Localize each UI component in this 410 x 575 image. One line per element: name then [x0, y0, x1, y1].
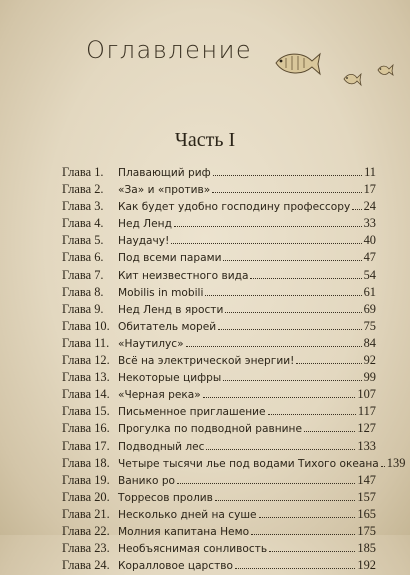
leader-dots [269, 551, 355, 552]
toc-entry [62, 420, 376, 437]
chapter-title: Всё на электрической энергии! [118, 355, 295, 368]
page-number: 17 [363, 182, 376, 197]
toc-entry [62, 249, 376, 266]
page-number: 127 [357, 421, 376, 436]
chapter-number: Глава 14. [62, 387, 110, 402]
leader-dots [235, 568, 355, 569]
chapter-number: Глава 21. [62, 506, 110, 521]
chapter-title: «Наутилус» [118, 337, 184, 350]
chapter-title: Ванико ро [118, 474, 176, 487]
toc-entry [62, 386, 376, 403]
page-number: 75 [363, 318, 376, 333]
chapter-number: Глава 12. [62, 353, 110, 368]
chapter-title: Как будет удобно господину профессору [118, 201, 351, 214]
chapter-title: Mobilis in mobili [118, 286, 204, 299]
toc-entry [62, 215, 376, 232]
page-number: 84 [363, 335, 376, 350]
chapter-number: Глава 24. [62, 558, 110, 573]
chapter-number: Глава 8. [62, 284, 104, 299]
leader-dots [223, 260, 361, 261]
toc-entry [62, 489, 376, 506]
chapter-number: Глава 16. [62, 421, 110, 436]
chapter-title: Подводный лес [118, 440, 205, 453]
leader-dots [206, 449, 355, 450]
chapter-title: «Черная река» [118, 389, 201, 402]
toc-entry [62, 232, 376, 249]
page-number: 139 [386, 455, 406, 470]
table-of-contents [62, 164, 406, 574]
toc-entry [62, 198, 376, 215]
toc-entry [62, 540, 376, 557]
chapter-title: Кит неизвестного вида [118, 269, 249, 282]
page-number: 40 [363, 233, 376, 248]
leader-dots [171, 243, 361, 244]
chapter-number: Глава 15. [62, 404, 110, 419]
leader-dots [381, 466, 385, 467]
page-number: 192 [357, 558, 376, 573]
chapter-number: Глава 5. [62, 233, 104, 248]
chapter-title: Письменное приглашение [118, 406, 266, 419]
chapter-title: Под всеми парами [118, 252, 222, 265]
chapter-title: Торресов пролив [118, 491, 213, 504]
page-number: 61 [363, 284, 376, 299]
toc-entry [62, 506, 376, 523]
page-number: 185 [357, 541, 376, 556]
leader-dots [215, 500, 356, 501]
toc-entry [62, 301, 376, 318]
toc-entry [62, 335, 376, 352]
page-number: 107 [357, 387, 376, 402]
leader-dots [174, 226, 362, 227]
toc-entry [62, 267, 376, 284]
toc-entry [62, 369, 376, 386]
page-number: 92 [363, 353, 376, 368]
chapter-title: Молния капитана Немо [118, 525, 250, 538]
page-number: 33 [363, 216, 376, 231]
chapter-number: Глава 13. [62, 370, 110, 385]
page-number: 147 [357, 472, 376, 487]
toc-entry [62, 472, 376, 489]
leader-dots [352, 209, 361, 210]
chapter-number: Глава 9. [62, 301, 104, 316]
leader-dots [268, 414, 356, 415]
toc-entry [62, 455, 406, 472]
part-heading: Часть I [174, 129, 236, 151]
page-number: 47 [363, 250, 376, 265]
chapter-title: «За» и «против» [118, 184, 211, 197]
chapter-number: Глава 3. [62, 199, 104, 214]
leader-dots [218, 329, 362, 330]
toc-entry [62, 284, 376, 301]
page-title: Оглавление [86, 36, 253, 64]
chapter-title: Несколько дней на суше [118, 508, 257, 521]
leader-dots [225, 312, 361, 313]
leader-dots [213, 175, 362, 176]
chapter-title: Нед Ленд [118, 218, 172, 231]
page-number: 157 [357, 489, 376, 504]
chapter-title: Четыре тысячи лье под водами Тихого океана [118, 457, 379, 470]
chapter-number: Глава 19. [62, 472, 110, 487]
leader-dots [205, 295, 361, 296]
chapter-number: Глава 11. [62, 335, 110, 350]
leader-dots [250, 278, 361, 279]
chapter-title: Некоторые цифры [118, 372, 222, 385]
leader-dots [223, 380, 361, 381]
chapter-number: Глава 20. [62, 489, 110, 504]
toc-entry [62, 403, 376, 420]
toc-entry [62, 164, 376, 181]
page-number: 11 [364, 165, 376, 179]
leader-dots [304, 431, 355, 432]
chapter-number: Глава 7. [62, 267, 104, 282]
chapter-number: Глава 22. [62, 523, 110, 538]
fish-icon [342, 70, 362, 88]
page-number: 117 [357, 404, 376, 419]
chapter-title: Необъяснимая сонливость [118, 543, 268, 556]
chapter-number: Глава 2. [62, 182, 104, 197]
chapter-number: Глава 17. [62, 438, 110, 453]
toc-entry [62, 557, 376, 574]
fish-icon [376, 62, 394, 78]
chapter-title: Нед Ленд в ярости [118, 303, 224, 316]
fish-icon [272, 48, 322, 78]
chapter-number: Глава 23. [62, 541, 110, 556]
leader-dots [203, 397, 356, 398]
chapter-title: Коралловое царство [118, 560, 234, 573]
toc-entry [62, 438, 376, 455]
toc-entry [62, 523, 376, 540]
page-number: 165 [357, 506, 376, 521]
chapter-number: Глава 6. [62, 250, 104, 265]
leader-dots [296, 363, 361, 364]
toc-entry [62, 181, 376, 198]
leader-dots [186, 346, 362, 347]
page-number: 24 [363, 199, 376, 214]
leader-dots [259, 517, 356, 518]
page-number: 175 [357, 523, 376, 538]
chapter-number: Глава 18. [62, 455, 110, 470]
chapter-number: Глава 10. [62, 318, 110, 333]
chapter-title: Прогулка по подводной равнине [118, 423, 302, 436]
toc-entry [62, 318, 376, 335]
chapter-title: Плавающий риф [118, 167, 211, 179]
chapter-number: Глава 1. [62, 165, 104, 179]
page-number: 69 [363, 301, 376, 316]
leader-dots [212, 192, 361, 193]
toc-entry [62, 352, 376, 369]
chapter-number: Глава 4. [62, 216, 104, 231]
leader-dots [177, 483, 355, 484]
page-number: 99 [363, 370, 376, 385]
page-number: 133 [357, 438, 376, 453]
chapter-title: Обитатель морей [118, 320, 217, 333]
page-number: 54 [363, 267, 376, 282]
chapter-title: Наудачу! [118, 235, 170, 248]
